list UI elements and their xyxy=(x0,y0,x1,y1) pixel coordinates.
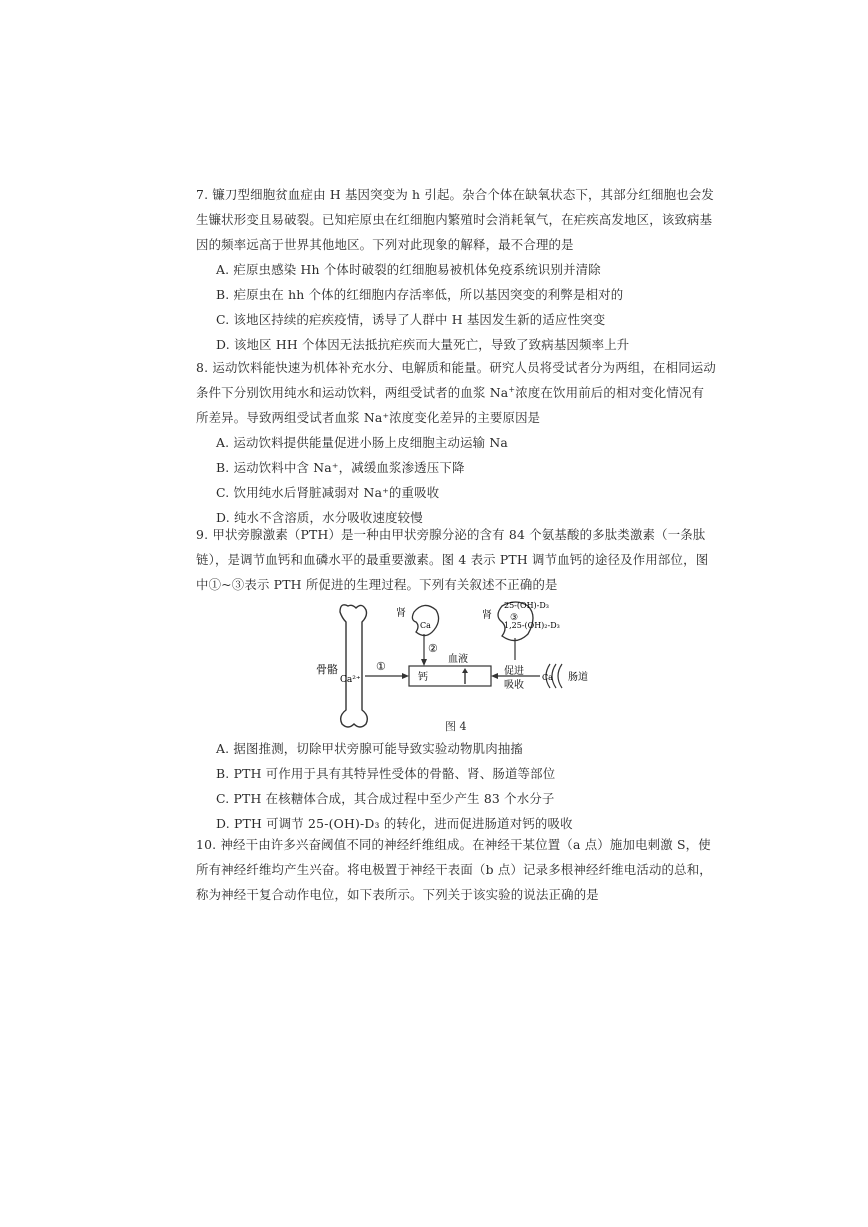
option-c: C. PTH 在核糖体合成，其合成过程中至少产生 83 个水分子 xyxy=(216,791,555,806)
kidney-1-label: 肾 xyxy=(396,608,406,619)
option-c: C. 该地区持续的疟疾疫情，诱导了人群中 H 基因发生新的适应性突变 xyxy=(216,312,606,327)
bone-ca-label: Ca²⁺ xyxy=(340,675,361,685)
stem-part-a: 8. 运动饮料能快速为机体补充水分、电解质和能量。研究人员将受试者分为两组，在相同运动条件下分别饮用纯水和运动饮料，两组受试者的血浆 Na xyxy=(196,360,716,400)
option-c: C. 饮用纯水后肾脏减弱对 Na⁺的重吸收 xyxy=(216,485,440,500)
blood-label: 血液 xyxy=(448,654,468,665)
absorb-label: 吸收 xyxy=(504,680,524,691)
question-10 xyxy=(196,832,716,907)
question-9-options xyxy=(196,736,716,836)
bone-shape xyxy=(340,605,367,727)
question-stem xyxy=(196,355,716,430)
option-d: D. 该地区 HH 个体因无法抵抗疟疾而大量死亡，导致了致病基因频率上升 xyxy=(216,337,630,352)
circle-1-label: ① xyxy=(376,660,386,673)
question-stem: 7. 镰刀型细胞贫血症由 H 基因突变为 h 引起。杂合个体在缺氧状态下，其部分红细胞也会发生镰状形变且易破裂。已知疟原虫在红细胞内繁殖时会消耗氧气，在疟疾高发地区，该致病基因的频率远高于世界其他地区。下列对此现象的解释，最不合理的是 xyxy=(196,187,714,252)
option-a: A. 据图推测，切除甲状旁腺可能导致实验动物肌肉抽搐 xyxy=(216,741,524,756)
question-8 xyxy=(196,355,716,530)
intestine-label: 肠道 xyxy=(568,672,588,683)
stem-superscript: + xyxy=(508,384,516,394)
stem-part-b: 浓度在饮用前后的相对变化情况有所差异。导致两组受试者血浆 Na⁺浓度变化差异的主要原因是 xyxy=(196,385,705,425)
calcium-label: 钙 xyxy=(418,672,428,683)
kidney-1-ca-label: Ca xyxy=(420,621,431,630)
d3-125oh2-label: 1,25-(OH)₂-D₃ xyxy=(504,621,560,630)
figure-4-diagram xyxy=(310,598,600,738)
question-stem: 10. 神经干由许多兴奋阈值不同的神经纤维组成。在神经干某位置（a 点）施加电刺激 S，使所有神经纤维均产生兴奋。将电极置于神经干表面（b 点）记录多根神经纤维电活动的总和，称为神经干复合动作电位，如下表所示。下列关于该实验的说法正确的是 xyxy=(196,837,712,902)
option-b: B. 运动饮料中含 Na⁺，减缓血浆渗透压下降 xyxy=(216,460,465,475)
option-b: B. 疟原虫在 hh 个体的红细胞内存活率低，所以基因突变的利弊是相对的 xyxy=(216,287,624,302)
question-stem: 9. 甲状旁腺激素（PTH）是一种由甲状旁腺分泌的含有 84 个氨基酸的多肽类激素（一条肽链），是调节血钙和血磷水平的最重要激素。图 4 表示 PTH 调节血钙的途径及作用部位，图中①~③表示 PTH 所促进的生理过程。下列有关叙述不正确的是 xyxy=(196,527,709,592)
circle-3-label: ③ xyxy=(510,613,519,623)
question-7 xyxy=(196,182,716,357)
circle-2-label: ② xyxy=(428,642,438,655)
promote-label: 促进 xyxy=(504,666,524,677)
d3-25oh-label: 25-(OH)-D₃ xyxy=(504,601,549,610)
option-a: A. 运动饮料提供能量促进小肠上皮细胞主动运输 Na xyxy=(216,435,509,450)
option-d: D. PTH 可调节 25-(OH)-D₃ 的转化，进而促进肠道对钙的吸收 xyxy=(216,816,573,831)
intestine-ca-label: Ca xyxy=(542,673,553,682)
option-a: A. 疟原虫感染 Hh 个体时破裂的红细胞易被机体免疫系统识别并清除 xyxy=(216,262,601,277)
option-d: D. 纯水不含溶质，水分吸收速度较慢 xyxy=(216,510,423,525)
figure-caption: 图 4 xyxy=(445,720,467,733)
question-9 xyxy=(196,522,716,597)
option-b: B. PTH 可作用于具有其特异性受体的骨骼、肾、肠道等部位 xyxy=(216,766,556,781)
bone-label: 骨骼 xyxy=(316,663,338,676)
kidney-2-label: 肾 xyxy=(482,610,492,621)
